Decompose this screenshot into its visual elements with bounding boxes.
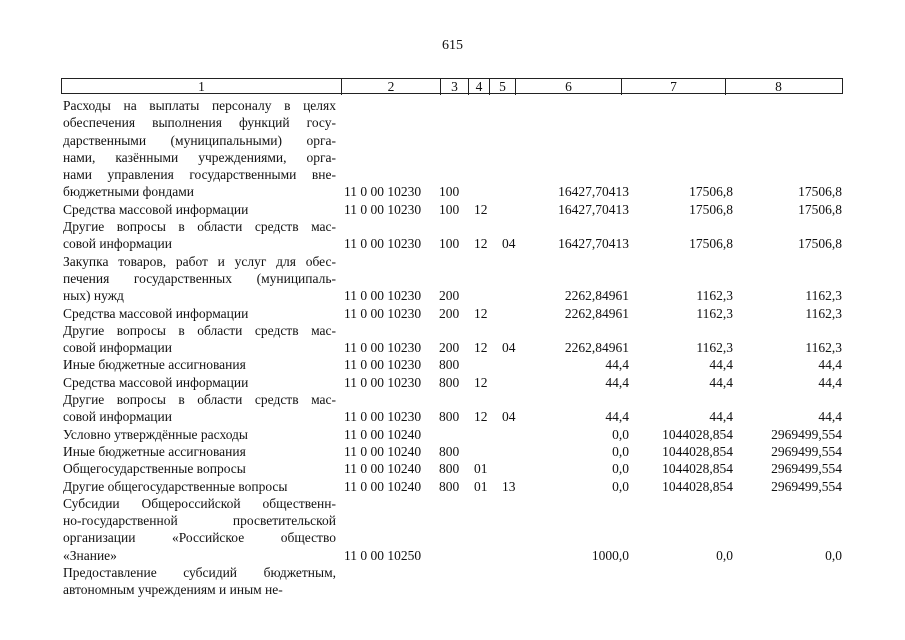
row-col-7: 1162,3 [696,305,733,321]
row-col-7: 17506,8 [689,201,733,217]
row-description [61,253,340,305]
row-description [61,201,340,218]
row-col-3: 200 [439,305,460,321]
row-code: 11 0 00 10250 [344,547,422,563]
description-line: Иные бюджетные ассигнования [63,357,246,373]
row-col-3: 100 [439,236,460,252]
table-row [61,201,861,218]
row-col-3: 200 [439,340,460,356]
description-line: Другие вопросы в области средств мас- [63,322,336,338]
table-header [61,78,843,94]
description-line: Общегосударственные вопросы [63,461,246,477]
row-col-6: 0,0 [612,443,629,459]
row-col-8: 44,4 [818,409,842,425]
row-description [61,97,340,201]
description-line: но-государственной просветительской [63,513,336,529]
table-row [61,218,861,253]
table-body [61,97,861,599]
row-code: 11 0 00 10240 [344,461,422,477]
row-code: 11 0 00 10230 [344,409,422,425]
row-col-6: 2262,84961 [564,288,629,304]
description-line: Другие вопросы в области средств мас- [63,392,336,408]
row-col-6: 2262,84961 [564,340,629,356]
row-col-7: 44,4 [709,374,733,390]
row-col-6: 44,4 [605,374,629,390]
description-line: Расходы на выплаты персоналу в целях [63,98,336,113]
row-col-7: 1162,3 [696,340,733,356]
description-line: Условно утверждённые расходы [63,426,248,442]
description-line: совой информации [63,409,172,425]
description-line: нами управления государственными вне- [63,167,336,183]
description-line: автономным учреждениям и иным не- [63,582,283,598]
table-row [61,426,861,443]
row-col-8: 2969499,554 [771,478,842,494]
description-line: печения государственных (муниципаль- [63,270,336,286]
description-line: организации «Российское общество [63,530,336,546]
description-line: нами, казёнными учреждениями, орга- [63,149,336,165]
row-col-3: 800 [439,478,460,494]
row-description [61,374,340,391]
row-col-3: 100 [439,201,460,217]
table-row [61,391,861,426]
page-number: 615 [442,38,463,53]
row-col-6: 16427,70413 [558,236,629,252]
row-code: 11 0 00 10230 [344,305,422,321]
header-col-6: 6 [515,79,621,95]
row-col-8: 17506,8 [798,184,842,200]
row-description [61,305,340,322]
row-col-4: 01 [474,478,488,494]
row-col-3: 800 [439,357,460,373]
table-row [61,322,861,357]
row-code: 11 0 00 10240 [344,478,422,494]
row-col-5: 13 [502,478,516,494]
row-col-7: 44,4 [709,409,733,425]
row-col-8: 0,0 [825,547,842,563]
row-code: 11 0 00 10230 [344,374,422,390]
header-col-8: 8 [725,79,831,95]
row-col-8: 44,4 [818,374,842,390]
row-col-3: 100 [439,184,460,200]
row-col-8: 1162,3 [805,288,842,304]
row-col-3: 800 [439,374,460,390]
row-description [61,218,340,253]
row-code: 11 0 00 10230 [344,201,422,217]
table-row [61,97,861,201]
row-col-8: 17506,8 [798,201,842,217]
row-description [61,564,340,599]
row-col-7: 44,4 [709,357,733,373]
row-col-8: 1162,3 [805,340,842,356]
row-col-3: 800 [439,461,460,477]
row-description [61,478,340,495]
description-line: Иные бюджетные ассигнования [63,443,246,459]
row-col-6: 44,4 [605,409,629,425]
row-code: 11 0 00 10230 [344,357,422,373]
table-row [61,460,861,477]
description-line: дарственными (муниципальными) орга- [63,132,336,148]
description-line: Средства массовой информации [63,305,249,321]
row-col-5: 04 [502,409,516,425]
row-col-8: 17506,8 [798,236,842,252]
table-row [61,495,861,564]
row-col-3: 800 [439,443,460,459]
row-col-7: 1044028,854 [662,461,733,477]
row-col-6: 0,0 [612,461,629,477]
header-col-1: 1 [198,79,205,94]
row-col-5: 04 [502,340,516,356]
table-row [61,253,861,305]
row-code: 11 0 00 10230 [344,184,422,200]
row-col-4: 12 [474,305,488,321]
row-col-7: 1044028,854 [662,478,733,494]
header-col-5: 5 [489,79,515,95]
row-col-4: 12 [474,236,488,252]
table-row [61,478,861,495]
row-col-7: 1044028,854 [662,443,733,459]
row-col-7: 0,0 [716,547,733,563]
row-description [61,391,340,426]
description-line: совой информации [63,236,172,252]
description-line: Другие вопросы в области средств мас- [63,219,336,235]
description-line: Средства массовой информации [63,374,249,390]
row-col-7: 1162,3 [696,288,733,304]
row-code: 11 0 00 10240 [344,443,422,459]
description-line: обеспечения выполнения функций госу- [63,115,336,131]
header-col-4: 4 [468,79,489,95]
row-col-6: 2262,84961 [564,305,629,321]
description-line: бюджетными фондами [63,184,194,200]
row-description [61,426,340,443]
row-col-6: 0,0 [612,426,629,442]
row-col-6: 0,0 [612,478,629,494]
table-row [61,374,861,391]
row-col-6: 16427,70413 [558,201,629,217]
row-col-7: 17506,8 [689,184,733,200]
description-line: Средства массовой информации [63,201,249,217]
row-col-4: 12 [474,409,488,425]
header-col-7: 7 [621,79,725,95]
row-col-7: 1044028,854 [662,426,733,442]
row-col-6: 1000,0 [591,547,629,563]
row-col-3: 800 [439,409,460,425]
row-col-8: 44,4 [818,357,842,373]
table-row [61,305,861,322]
row-col-4: 12 [474,340,488,356]
description-line: ных) нужд [63,288,124,304]
row-col-8: 2969499,554 [771,461,842,477]
row-description [61,322,340,357]
row-col-4: 12 [474,201,488,217]
row-col-8: 1162,3 [805,305,842,321]
row-col-3: 200 [439,288,460,304]
row-description [61,443,340,460]
header-col-2: 2 [341,79,440,95]
row-description [61,495,340,564]
row-description [61,356,340,373]
description-line: Субсидии Общероссийской общественн- [63,495,336,511]
description-line: Другие общегосударственные вопросы [63,478,288,494]
table-row [61,564,861,599]
row-col-8: 2969499,554 [771,426,842,442]
row-code: 11 0 00 10230 [344,288,422,304]
row-col-4: 01 [474,461,488,477]
table-row [61,356,861,373]
row-col-8: 2969499,554 [771,443,842,459]
row-col-4: 12 [474,374,488,390]
description-line: Предоставление субсидий бюджетным, [63,565,336,581]
description-line: «Знание» [63,547,117,563]
header-col-3: 3 [440,79,468,95]
description-line: совой информации [63,340,172,356]
row-code: 11 0 00 10230 [344,236,422,252]
table-row [61,443,861,460]
row-code: 11 0 00 10240 [344,426,422,442]
row-col-5: 04 [502,236,516,252]
description-line: Закупка товаров, работ и услуг для обес- [63,253,336,269]
row-col-7: 17506,8 [689,236,733,252]
row-description [61,460,340,477]
row-col-6: 16427,70413 [558,184,629,200]
row-code: 11 0 00 10230 [344,340,422,356]
row-col-6: 44,4 [605,357,629,373]
